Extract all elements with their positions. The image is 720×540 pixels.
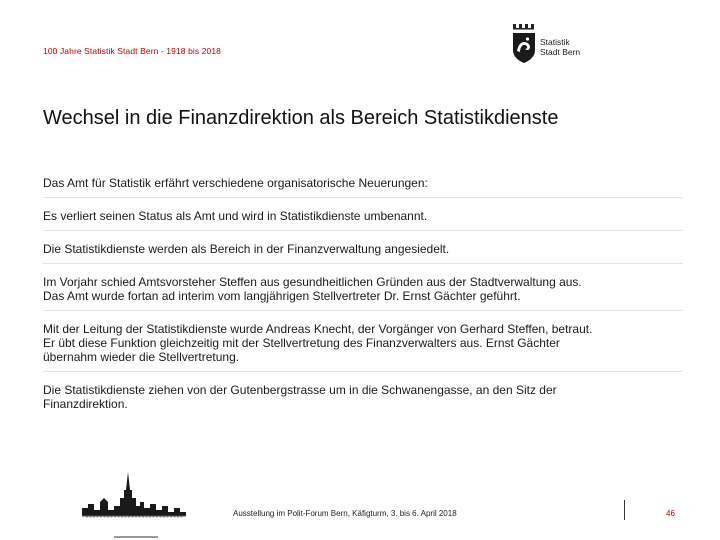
paragraph-line: Finanzdirektion. [43,397,128,411]
paragraph-line: Es verliert seinen Status als Amt und wird in Statistikdienste umbenannt. [43,209,428,223]
paragraph [43,322,683,372]
paragraph [43,209,683,231]
bern-skyline-icon [80,468,190,540]
paragraph-line: Er übt diese Funktion gleichzeitig mit der Stellvertretung des Finanzverwalters aus. Ernst Gächter [43,336,560,350]
paragraph-line: Das Amt für Statistik erfährt verschiedene organisatorische Neuerungen: [43,176,428,190]
paragraph-line: Im Vorjahr schied Amtsvorsteher Steffen aus gesundheitlichen Gründen aus der Stadtverwaltung aus. [43,275,582,289]
footer-event: Ausstellung im Polit-Forum Bern, Käfigturm, 3. bis 6. April 2018 [233,509,457,518]
slide-body [43,176,683,429]
paragraph-line: Mit der Leitung der Statistikdienste wurde Andreas Knecht, der Vorgänger von Gerhard Steffen, betraut. [43,322,593,336]
slide-title: Wechsel in die Finanzdirektion als Bereich Statistikdienste [43,107,559,129]
paragraph-line: Das Amt wurde fortan ad interim vom langjährigen Stellvertreter Dr. Ernst Gächter geführt. [43,289,521,303]
paragraph [43,242,683,264]
page-number: 46 [666,509,675,518]
bern-crest-icon [512,24,538,64]
logo-line-1: Statistik [540,37,570,47]
paragraph-line: Die Statistikdienste werden als Bereich in der Finanzverwaltung angesiedelt. [43,242,450,256]
paragraph-line: Die Statistikdienste ziehen von der Gutenbergstrasse um in die Schwanengasse, an den Sitz der [43,383,557,397]
paragraph [43,383,683,418]
paragraph-line: übernahm wieder die Stellvertretung. [43,350,240,364]
paragraph [43,176,683,198]
header-tagline: 100 Jahre Statistik Stadt Bern - 1918 bis 2018 [43,46,222,56]
footer-divider [624,500,625,520]
logo-line-2: Stadt Bern [540,47,581,57]
statistik-bern-logo [512,24,612,64]
paragraph [43,275,683,311]
